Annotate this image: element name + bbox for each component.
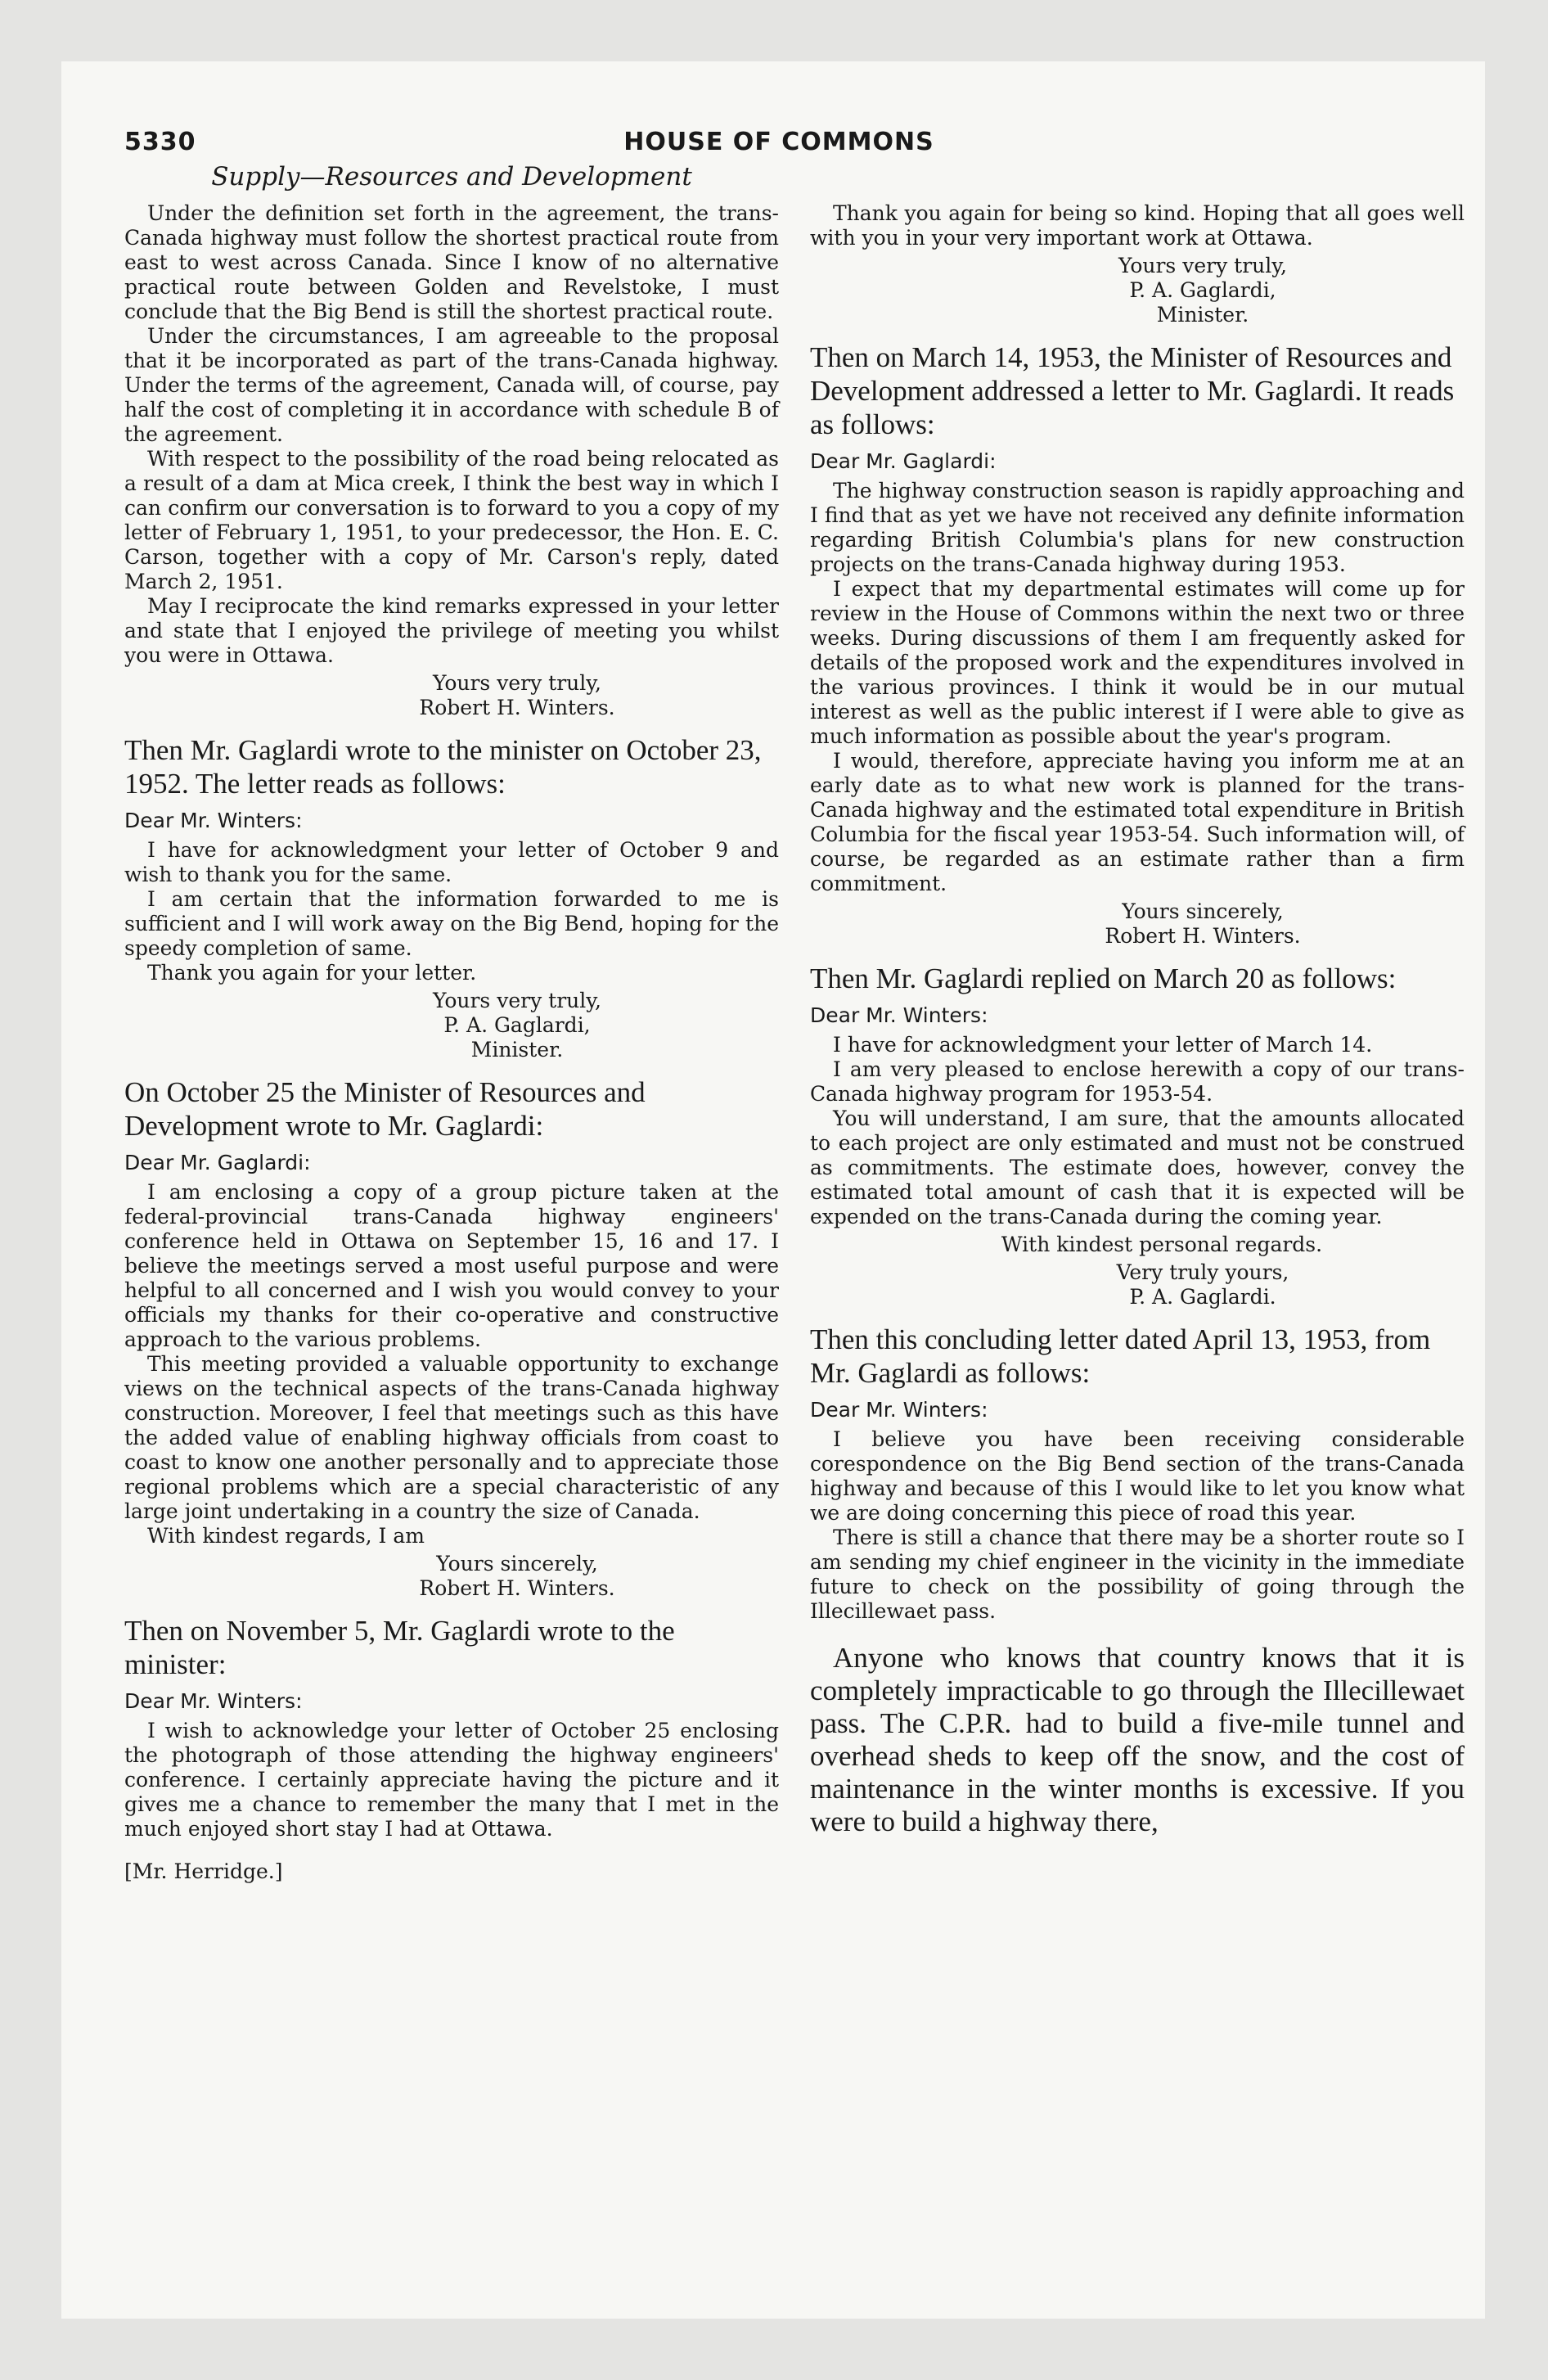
paragraph: You will understand, I am sure, that the amounts allocated to each project are only estimated and must not be construed as commitments. The estimate does, however, convey the estimated total amount of cash that it is expected will be expended on the trans-Canada during the coming year. — [810, 1107, 1465, 1228]
paragraph: I wish to acknowledge your letter of October 25 enclosing the photograph of those attending the highway engineers' conference. I certainly appreciate having the picture and it gives me a chance to remember the many that I met in the much enjoyed short stay I had at Ottawa. — [124, 1719, 779, 1841]
paragraph: Under the definition set forth in the agreement, the trans-Canada highway must follow the shortest practical route from east to west across Canada. Since I know of no alternative practical route between Golden and Revelstoke, I must conclude that the Big Bend is still the shortest practical route. — [124, 201, 779, 323]
signer-title: Minister. — [470, 1038, 564, 1062]
letter-salutation: Dear Mr. Gaglardi: — [810, 449, 997, 473]
letter-closing: Yours sincerely, — [436, 1552, 598, 1575]
narrative-paragraph: On October 25 the Minister of Resources and Development wrote to Mr. Gaglardi: — [124, 1076, 646, 1142]
paragraph: The highway construction season is rapidly approaching and I find that as yet we have not received any definite information regarding British Columbia's plans for new construction projects on the trans-Canada highway during 1953. — [810, 479, 1465, 576]
paragraph: I have for acknowledgment your letter of October 9 and wish to thank you for the same. — [124, 838, 779, 886]
left-column — [124, 201, 779, 1884]
paragraph: Thank you again for being so kind. Hoping that all goes well with you in your very important work at Ottawa. — [810, 201, 1465, 250]
paragraph: May I reciprocate the kind remarks expressed in your letter and state that I enjoyed the privilege of meeting you whilst you were in Ottawa. — [124, 594, 779, 667]
letter-signature: P. A. Gaglardi. — [1129, 1285, 1276, 1309]
letter-closing: Yours very truly, — [433, 989, 601, 1012]
paragraph: I am enclosing a copy of a group picture taken at the federal-provincial trans-Canada highway engineers' conference held in Ottawa on September 15, 16 and 17. I believe the meetings served a most useful purpose and were helpful to all concerned and I wish you would convey to your officials my thanks for their co-operative and constructive approach to the various problems. — [124, 1180, 779, 1351]
narrative-paragraph: Then Mr. Gaglardi replied on March 20 as follows: — [810, 962, 1397, 994]
paragraph: I am very pleased to enclose herewith a copy of our trans-Canada highway program for 1953-54. — [810, 1057, 1465, 1106]
paragraph: With respect to the possibility of the road being relocated as a result of a dam at Mica creek, I think the best way in which I can confirm our conversation is to forward to you a copy of my letter of February 1, 1951, to your predecessor, the Hon. E. C. Carson, together with a copy of Mr. Carson's reply, dated March 2, 1951. — [124, 447, 779, 593]
paragraph: With kindest regards, I am — [147, 1524, 425, 1548]
paragraph: Under the circumstances, I am agreeable to the proposal that it be incorporated as part of the trans-Canada highway. Under the terms of the agreement, Canada will, of course, pay half the cost of completing it in accordance with schedule B of the agreement. — [124, 324, 779, 446]
letter-closing: With kindest personal regards. — [1001, 1233, 1323, 1256]
signer-title: Minister. — [1156, 303, 1249, 327]
letter-signature: P. A. Gaglardi, — [1129, 278, 1276, 302]
narrative-paragraph: Then on November 5, Mr. Gaglardi wrote to the minister: — [124, 1615, 675, 1680]
speech-paragraph: Anyone who knows that country knows that it is completely impracticable to go through the Illecillewaet pass. The C.P.R. had to build a five-mile tunnel and overhead sheds to keep off the snow, and the cost of maintenance in the winter months is excessive. If you were to build a highway there, — [810, 1642, 1465, 1837]
letter-salutation: Dear Mr. Winters: — [124, 809, 303, 832]
narrative-paragraph: Then Mr. Gaglardi wrote to the minister on October 23, 1952. The letter reads as follows: — [124, 734, 762, 800]
paragraph: There is still a chance that there may be a shorter route so I am sending my chief engineer in the vicinity in the immediate future to check on the possibility of going through the Illecillewaet pass. — [810, 1526, 1465, 1623]
letter-salutation: Dear Mr. Gaglardi: — [124, 1151, 311, 1174]
paragraph: I am certain that the information forwarded to me is sufficient and I will work away on the Big Bend, hoping for the speedy completion of same. — [124, 887, 779, 960]
letter-signature: Robert H. Winters. — [419, 1576, 615, 1600]
paragraph: I expect that my departmental estimates will come up for review in the House of Commons within the next two or three weeks. During discussions of them I am frequently asked for details of the proposed work and the expenditures involved in the various provinces. I think it would be in our mutual interest as well as the public interest if I were able to give as much information as possible about the year's program. — [810, 577, 1465, 748]
letter-closing: Yours very truly, — [1118, 254, 1287, 277]
letter-signature: Robert H. Winters. — [1105, 924, 1301, 948]
letter-closing: Very truly yours, — [1116, 1260, 1289, 1284]
page-number: 5330 — [124, 128, 196, 156]
paragraph: I have for acknowledgment your letter of March 14. — [833, 1033, 1373, 1057]
letter-closing: Yours very truly, — [433, 671, 601, 695]
paragraph: I believe you have been receiving considerable corespondence on the Big Bend section of the trans-Canada highway and because of this I would like to let you know what we are doing concerning this piece of road this year. — [810, 1427, 1465, 1525]
speaker-attribution: [Mr. Herridge.] — [124, 1859, 283, 1883]
paragraph: Thank you again for your letter. — [147, 961, 477, 985]
paragraph: This meeting provided a valuable opportunity to exchange views on the technical aspects of the trans-Canada highway construction. Moreover, I feel that meetings such as this have the added value of enabling highway officials from coast to coast to know one another personally and to appreciate those regional problems which are a special characteristic of any large joint undertaking in a country the size of Canada. — [124, 1352, 779, 1523]
narrative-paragraph: Then on March 14, 1953, the Minister of Resources and Development addressed a letter to Mr. Gaglardi. It reads as follows: — [810, 341, 1455, 440]
letter-salutation: Dear Mr. Winters: — [810, 1003, 988, 1027]
narrative-paragraph: Then this concluding letter dated April 13, 1953, from Mr. Gaglardi as follows: — [810, 1323, 1431, 1389]
section-title: Supply—Resources and Development — [211, 162, 692, 192]
paragraph: I would, therefore, appreciate having you inform me at an early date as to what new work is planned for the trans-Canada highway and the estimated total expenditure in British Columbia for the fiscal year 1953-54. Such information will, of course, be regarded as an estimate rather than a firm commitment. — [810, 749, 1465, 895]
letter-salutation: Dear Mr. Winters: — [810, 1398, 988, 1422]
letter-signature: Robert H. Winters. — [419, 696, 615, 719]
running-title: HOUSE OF COMMONS — [623, 128, 934, 156]
letter-closing: Yours sincerely, — [1122, 899, 1284, 923]
letter-signature: P. A. Gaglardi, — [443, 1013, 591, 1037]
letter-salutation: Dear Mr. Winters: — [124, 1689, 303, 1713]
right-column — [810, 201, 1465, 1838]
